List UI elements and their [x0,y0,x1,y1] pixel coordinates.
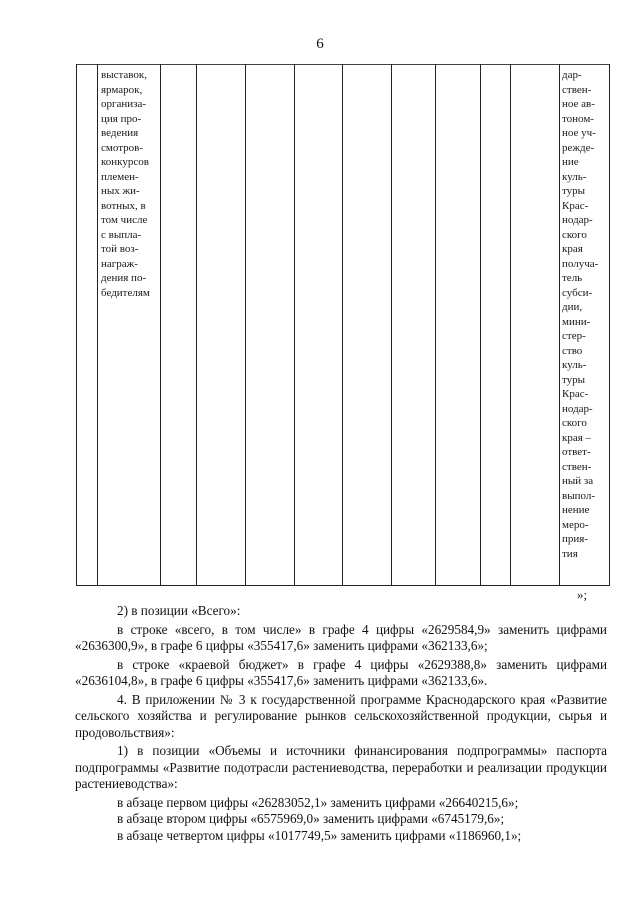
cell-line: края – [562,431,592,444]
cell-line: ведения [101,127,139,139]
table-cell-responsible [562,68,606,561]
table-column-divider [160,64,161,586]
cell-line: ствен- [562,83,592,96]
cell-line: туры [562,373,586,386]
cell-line: ского [562,228,587,241]
cell-line: ответ- [562,446,591,458]
cell-line: награж- [101,257,138,270]
cell-line: ция про- [101,112,142,125]
cell-line: ние [562,156,579,168]
paragraph: 1) в позиции «Объемы и источники финансирования подпрограммы» паспорта подпрограммы «Развитие подотрасли растениеводства, переработки и реализации продукции растениеводства»: [75,743,607,791]
document-body [75,603,607,844]
cell-line: ное ав- [562,98,595,110]
table-column-divider [342,64,343,586]
cell-line: с выпла- [101,228,142,241]
table-column-divider [559,64,560,586]
table-column-divider [609,64,610,586]
cell-line: ярмарок, [101,83,143,96]
cell-line: меро- [562,518,589,531]
cell-line: конкурсов [101,156,149,168]
table-column-divider [435,64,436,586]
cell-line: режде- [562,141,595,154]
paragraph: 4. В приложении № 3 к государственной программе Краснодарского края «Развитие сельского хозяйства и регулирование рынков сельскохозяйственной продукции, сырья и продовольствия»: [75,691,607,740]
cell-line: организа- [101,98,147,110]
table-column-divider [245,64,246,586]
cell-line: той воз- [101,243,139,255]
cell-line: тия [562,547,578,560]
paragraph: в абзаце втором цифры «6575969,0» заменить цифрами «6745179,6»; [117,811,505,826]
cell-line: тель [562,272,583,284]
cell-line: субси- [562,286,593,299]
cell-line: выпол- [562,489,595,502]
cell-line: вотных, в [101,199,146,212]
table-bottom-border [76,585,610,586]
cell-line: нодар- [562,214,593,226]
paragraph: в строке «всего, в том числе» в графе 4 цифры «2629584,9» заменить цифрами «2636300,9», в графе 6 цифры «355417,6» заменить цифрами «362133,6»; [75,621,607,653]
cell-line: дии, [562,301,583,313]
paragraph: 2) в позиции «Всего»: [117,603,241,618]
cell-line: куль- [562,170,587,183]
cell-line: выставок, [101,69,148,81]
cell-line: Крас- [562,199,589,212]
cell-line: мини- [562,315,591,328]
cell-line: ное уч- [562,127,596,139]
cell-line: прия- [562,533,588,545]
table-column-divider [391,64,392,586]
cell-line: куль- [562,359,587,371]
cell-line: стер- [562,330,586,342]
table-closing-quote: »; [577,587,588,602]
cell-line: племен- [101,170,139,183]
cell-line: бедителям [101,286,150,299]
table-column-divider [76,64,77,586]
paragraph: в строке «краевой бюджет» в графе 4 цифры «2629388,8» заменить цифрами «2636104,8», в графе 6 цифры «355417,6» заменить цифрами «362133,6». [75,656,607,688]
cell-line: ный за [562,475,594,487]
table-column-divider [196,64,197,586]
table-column-divider [97,64,98,586]
cell-line: том числе [101,214,148,226]
cell-line: Крас- [562,388,589,400]
cell-line: ствен- [562,460,592,473]
table-column-divider [294,64,295,586]
cell-line: нодар- [562,402,593,415]
table-top-border [76,64,610,65]
page-number: 6 [316,36,324,52]
table-column-divider [480,64,481,586]
cell-line: края [562,243,583,255]
cell-line: туры [562,185,586,197]
cell-line: тоном- [562,112,594,125]
cell-line: ство [562,344,583,357]
table-column-divider [510,64,511,586]
paragraph: в абзаце четвертом цифры «1017749,5» заменить цифрами «1186960,1»; [117,827,522,843]
cell-line: нение [562,504,590,516]
cell-line: дения по- [101,272,147,284]
cell-line: ных жи- [101,185,140,197]
table-cell-description [101,68,159,300]
cell-line: смотров- [101,141,143,154]
cell-line: дар- [562,69,582,81]
cell-line: получа- [562,257,599,270]
paragraph: в абзаце первом цифры «26283052,1» заменить цифрами «26640215,6»; [117,794,519,810]
cell-line: ского [562,417,587,429]
